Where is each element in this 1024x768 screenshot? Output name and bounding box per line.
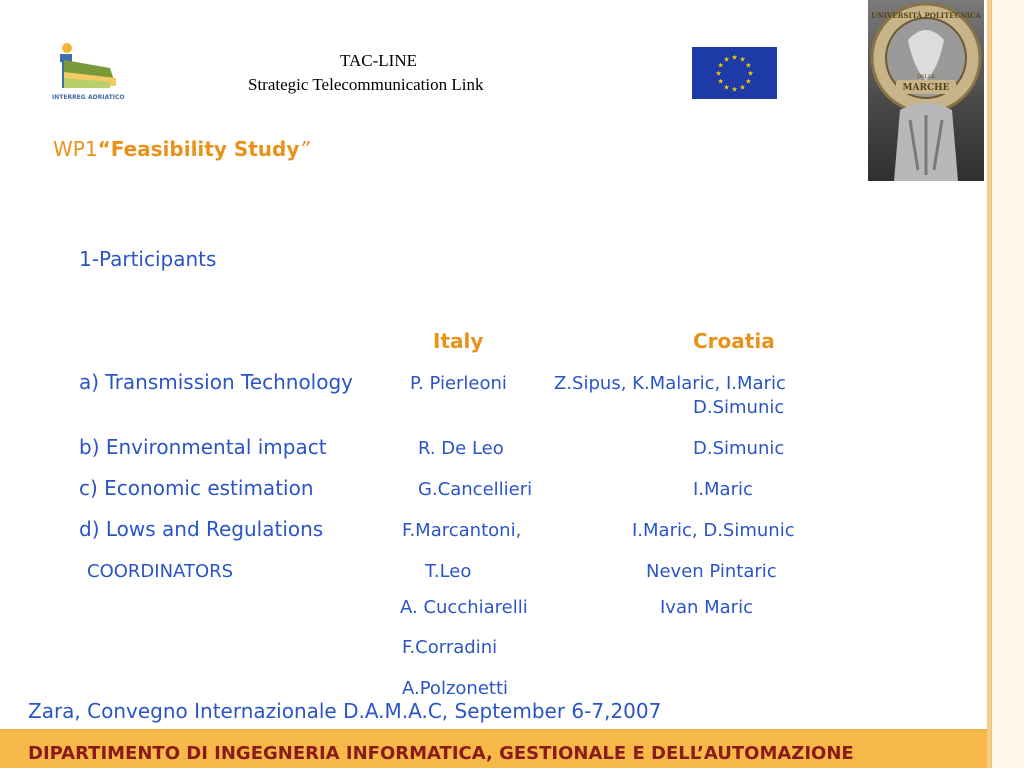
row-croatia-name: I.Maric, D.Simunic <box>632 520 795 541</box>
university-text-top: UNIVERSITÀ POLITECNICA <box>871 11 981 20</box>
eu-star-icon: ★ <box>723 83 730 92</box>
column-header-italy: Italy <box>433 329 484 353</box>
interreg-logo <box>50 42 128 104</box>
eu-star-icon: ★ <box>745 61 752 70</box>
coordinators-label: COORDINATORS <box>87 561 234 582</box>
eu-star-icon: ★ <box>731 53 738 62</box>
university-text-bottom: MARCHE <box>902 83 950 93</box>
eu-flag <box>692 47 777 99</box>
eu-star-icon: ★ <box>739 55 746 64</box>
university-seal-logo <box>868 0 984 181</box>
coordinator-italy: A.Polzonetti <box>402 678 509 699</box>
interreg-text-2: ADRIATICO <box>88 94 125 101</box>
eu-star-icon: ★ <box>723 55 730 64</box>
eu-star-icon: ★ <box>715 69 722 78</box>
row-italy-name: P. Pierleoni <box>410 373 507 394</box>
wp-close-quote: ” <box>299 137 310 161</box>
eu-star-icon: ★ <box>731 85 738 94</box>
eu-star-icon: ★ <box>747 69 754 78</box>
department-footer: DIPARTIMENTO DI INGEGNERIA INFORMATICA, GESTIONALE E DELL’AUTOMAZIONE <box>28 743 854 764</box>
wp-title: Feasibility Study <box>110 137 300 161</box>
coordinator-italy: F.Corradini <box>402 637 498 658</box>
decorative-side-band <box>991 0 1024 768</box>
row-croatia-name: I.Maric <box>693 479 753 500</box>
wp-open-quote: “ <box>97 137 111 161</box>
row-croatia-name: Z.Sipus, K.Malaric, I.Maric <box>554 373 786 394</box>
footer-band <box>0 731 987 768</box>
work-package-heading <box>53 137 310 161</box>
row-label: d) Lows and Regulations <box>79 517 324 541</box>
eu-star-icon: ★ <box>717 77 724 86</box>
page-title: TAC-LINE <box>340 51 418 70</box>
row-croatia-name: D.Simunic <box>693 438 785 459</box>
conference-line: Zara, Convegno Internazionale D.A.M.A.C, September 6-7,2007 <box>28 699 662 723</box>
section-heading: 1-Participants <box>79 247 217 271</box>
row-label: b) Environmental impact <box>79 435 327 459</box>
wp-prefix: WP1 <box>53 137 98 161</box>
coordinator-italy: T.Leo <box>425 561 472 582</box>
coordinator-italy: A. Cucchiarelli <box>400 597 528 618</box>
column-header-croatia: Croatia <box>693 329 775 353</box>
eu-star-icon: ★ <box>745 77 752 86</box>
coordinator-croatia: Neven Pintaric <box>646 561 777 582</box>
coordinator-croatia: Ivan Maric <box>660 597 753 618</box>
page-subtitle: Strategic Telecommunication Link <box>248 75 484 94</box>
row-italy-name: G.Cancellieri <box>418 479 533 500</box>
row-italy-name: F.Marcantoni, <box>402 520 522 541</box>
row-croatia-name-continued: D.Simunic <box>693 397 785 418</box>
university-text-mid: DELLE <box>917 74 935 80</box>
interreg-text-1: INTERREG <box>52 94 86 101</box>
row-label: c) Economic estimation <box>79 476 314 500</box>
row-italy-name: R. De Leo <box>418 438 504 459</box>
eu-star-icon: ★ <box>717 61 724 70</box>
eu-star-icon: ★ <box>739 83 746 92</box>
row-label: a) Transmission Technology <box>79 370 354 394</box>
